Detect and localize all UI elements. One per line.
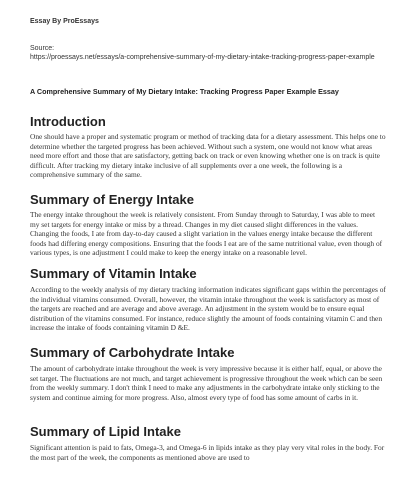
paragraph-carbohydrate-intake: The amount of carbohydrate intake throughout the week is very impressive because it is either half, equal, or above the set target. The fluctuations are not much, and target achievement is progressive throughout the week which can be seen from the weekly summary. I don't think I need to make any adjustments in the carbohydrate intake only sticking to the system and continue aiming for more progress. Also, almost every type of food has some amount of carbs in it. — [30, 364, 383, 402]
byline: Essay By ProEssays — [30, 18, 99, 25]
document-title: A Comprehensive Summary of My Dietary Intake: Tracking Progress Paper Example Essay — [30, 87, 339, 96]
source-url[interactable]: https://proessays.net/essays/a-comprehensive-summary-of-my-dietary-intake-tracking-progress-paper-example — [30, 54, 375, 61]
paragraph-introduction: One should have a proper and systematic program or method of tracking data for a dietary assessment. This helps one to determine whether the targeted progress has been achieved. Without such a system, one would not know what areas need more effort and those that are satisfactory, getting back on track or even knowing whether one is on track is quite difficult. After tracking my dietary intake inclusive of all supplements over a one week, the following is a comprehensive summary of the same. — [30, 132, 386, 180]
source-label: Source: — [30, 45, 55, 52]
heading-energy-intake: Summary of Energy Intake — [30, 192, 194, 207]
heading-carbohydrate-intake: Summary of Carbohydrate Intake — [30, 345, 235, 360]
heading-introduction: Introduction — [30, 114, 106, 129]
paragraph-vitamin-intake: According to the weekly analysis of my dietary tracking information indicates significant gaps within the percentages of the individual vitamins consumed. Overall, however, the vitamin intake throughout the week is satisfactory as most of the targets are reached and are average and above average. An adjustment in the system would be to ensure equal distribution of the vitamins consumed. For instance, reduce slightly the amount of foods containing vitamin C and then increase the intake of foods containing vitamin D &E. — [30, 285, 386, 333]
paragraph-lipid-intake: Significant attention is paid to fats, Omega-3, and Omega-6 in lipids intake as they play very vital roles in the body. For the most part of the week, the components as mentioned above are used to — [30, 443, 385, 462]
heading-lipid-intake: Summary of Lipid Intake — [30, 424, 181, 439]
paragraph-energy-intake: The energy intake throughout the week is relatively consistent. From Sunday through to Saturday, I was able to meet my set targets for energy intake or miss by a thread. Changes in my diet caused slight differences in the values. Changing the foods, I ate from day-to-day caused a slight variation in the values energy intake because the different foods had differing energy compositions. Ensuring that the foods I eat are of the same nutritional value, even though of various types, is one adjustment I could make to keep the energy intake on a reasonable level. — [30, 210, 383, 258]
heading-vitamin-intake: Summary of Vitamin Intake — [30, 266, 197, 281]
